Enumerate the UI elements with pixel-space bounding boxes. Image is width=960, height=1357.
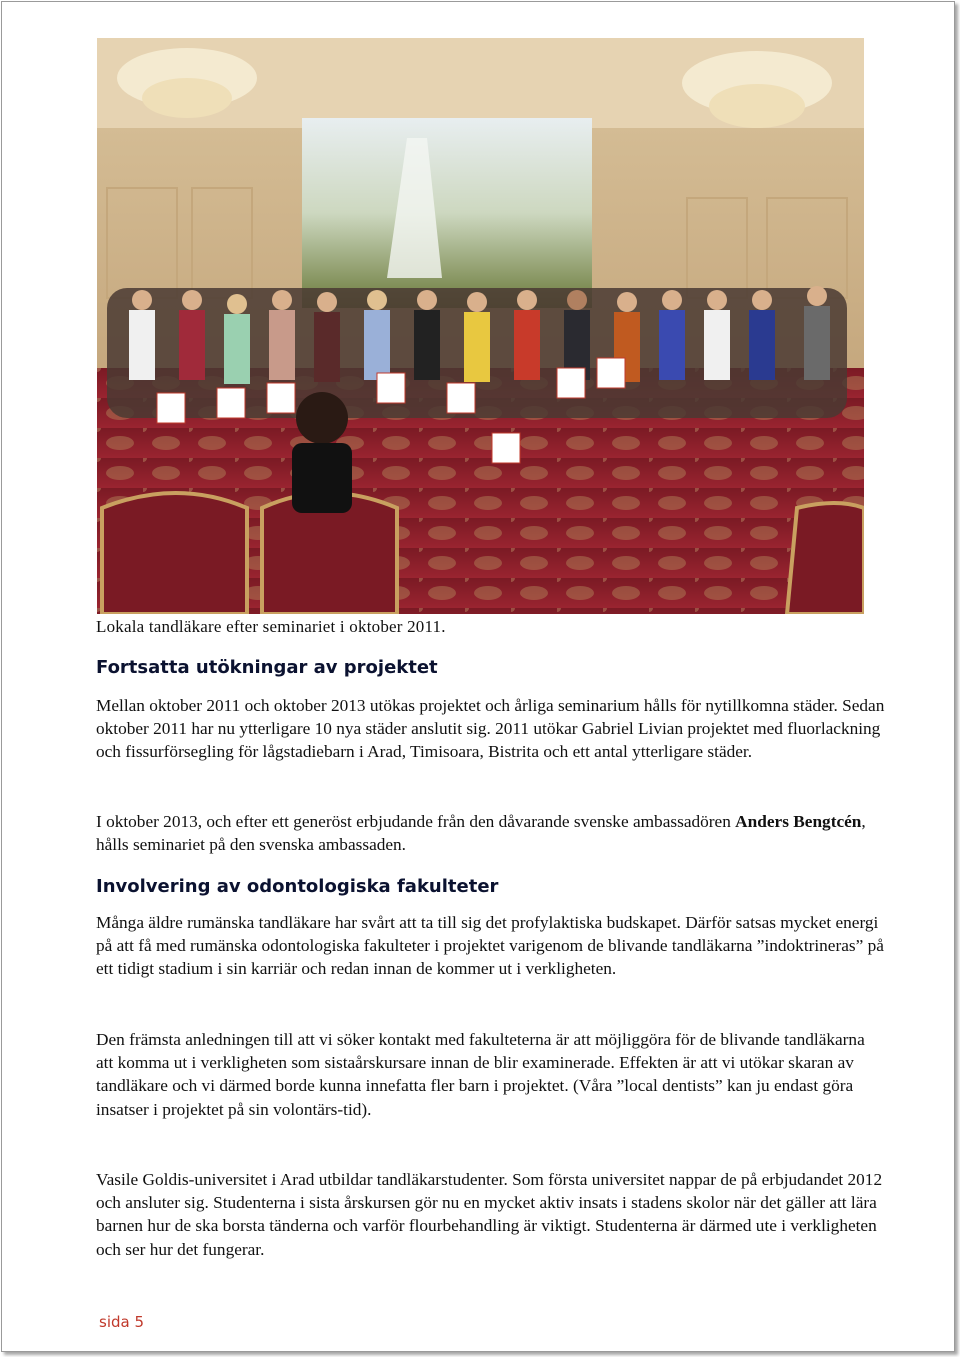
paragraph-vasile-goldis: Vasile Goldis-universitet i Arad utbildar tandläkarstudenter. Som första universitet nappar de på erbjudandet 2012 och ansluter sig. Studenterna i sista årskursen gör nu en mycket aktiv insats i stadens skolor när det gäller att lära barnen hur de ska borsta tänderna och varför flourbehandling är viktigt. Studenterna är därmed ute i verkligheten och ser hur det fungerar. (96, 1170, 883, 1259)
paragraph-embassy (96, 810, 886, 856)
paragraph-older-dentists: Många äldre rumänska tandläkare har svårt att ta till sig det profylaktiska budskapet. Därför satsas mycket energi på att få med rumänska odontologiska fakulteter i projektet varigenom de blivande tandläkarna ”indoktrineras” på ett tidigt stadium i sin karriär och redan innan de kommer ut i verkligheten. (96, 913, 884, 979)
section-heading-expansion: Fortsatta utökningar av projektet (96, 657, 438, 678)
page-number: sida 5 (99, 1313, 145, 1331)
document-page (1, 1, 955, 1352)
paragraph-embassy-text-a: I oktober 2013, och efter ett generöst erbjudande från den dåvarande svenske ambassadören (96, 812, 736, 831)
ambassador-name: Anders Bengtcén (735, 812, 862, 831)
photo-caption: Lokala tandläkare efter seminariet i oktober 2011. (96, 617, 446, 636)
paragraph-expansion: Mellan oktober 2011 och oktober 2013 utökas projektet och årliga seminarium hålls för nytillkomna städer. Sedan oktober 2011 har nu ytterligare 10 nya städer anslutit sig. 2011 utökar Gabriel Livian projektet med fluorlackning och fissurförsegling för lågstadiebarn i Arad, Timisoara, Bistrita och ett antal ytterligare städer. (96, 696, 885, 762)
paragraph-embassy-text-b: , hålls seminariet på den svenska ambassaden. (96, 812, 866, 855)
group-photo (97, 38, 864, 614)
section-heading-faculties: Involvering av odontologiska fakulteter (96, 876, 499, 897)
group-photo-image (97, 38, 864, 614)
paragraph-main-reason: Den främsta anledningen till att vi söker kontakt med fakulteterna är att möjliggöra för de blivande tandläkarna att komma ut i verkligheten som sistaårskursare innan de blir examinerade. Effekten är att vi utökar skaran av tandläkare och vi därmed borde kunna innefatta fler barn i projektet. (Våra ”local dentists” kan ju endast göra insatser i projektet på sin volontärs-tid). (96, 1030, 865, 1119)
